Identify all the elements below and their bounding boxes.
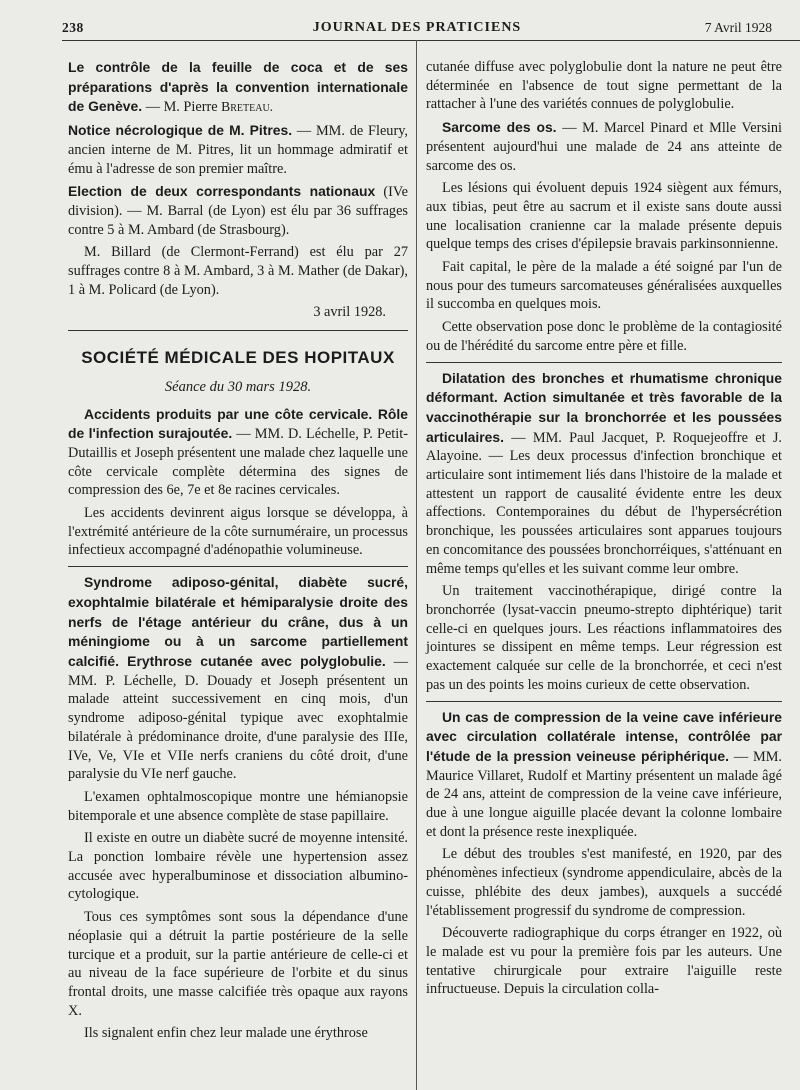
left-column: [68, 58, 408, 1047]
syndrome-paragraph-3: Il existe en outre un diabète sucré de moyenne intensité. La ponction lombaire révèle une hypertension assez accusée avec hyperalbuminose et dissociation albumino-cytologique.: [68, 830, 408, 903]
sarcome-paragraph-4: Cette observation pose donc le problème de la contagiosité ou de l'hérédité du sarcome entre père et fille.: [426, 319, 782, 354]
election-paragraph-2: M. Billard (de Clermont-Ferrand) est élu par 27 suffrages contre 8 à M. Ambard, 3 à M. Mather (de Dakar), 1 à M. Policard (de Lyon).: [68, 244, 408, 298]
sarcome-paragraph-2: Les lésions qui évoluent depuis 1924 siègent aux fémurs, aux tibias, peut être au sacrum et il existe sans doute aussi une localisation cranienne car la malade présente depuis quelque temps des crises d'épilepsie bravais parkinsonnienne.: [426, 180, 782, 253]
header-rule: [62, 40, 800, 41]
accidents-text: — MM. D. Léchelle, P. Petit-Dutaillis et Joseph présentent une malade chez laquelle une côte cervicale complète détermina des signes de compression des 6e, 7e et 8e racines cervicales.: [68, 426, 408, 499]
continued-text: cutanée diffuse avec polyglobulie dont la nature ne peut être déterminée en l'absence de tout signe permettant de la rattacher à l'une des variétés connues de polyglobulie.: [426, 59, 782, 113]
sarcome-text: — M. Marcel Pinard et Mlle Versini présentent aujourd'hui une malade de 24 ans atteinte de sarcome des os.: [426, 120, 782, 174]
coca-item: [68, 58, 408, 117]
syndrome-paragraph-5: Ils signalent enfin chez leur malade une érythrose: [84, 1025, 368, 1042]
dilatation-title: Dilatation des bronches et rhumatisme chronique déformant. Action simultanée et très favorable de la vaccinothérapie sur la bronchorrée et les poussées articulaires.: [426, 369, 782, 445]
block-rule: [426, 701, 782, 702]
accidents-item: [68, 405, 408, 501]
block-rule: [426, 362, 782, 363]
compression-title: Un cas de compression de la veine cave inférieure avec circulation collatérale intense, contrôlée par l'étude de la pression veineuse périphérique.: [426, 708, 782, 764]
compression-paragraph-2: Le début des troubles s'est manifesté, en 1920, par des phénomènes infectieux (syndrome appendiculaire, abcès de la cuisse, phlébite des deux jambes), auxquels a succédé l'établissement progressif du syndrome de compression.: [426, 846, 782, 919]
accidents-paragraph-2: Les accidents devinrent aigus lorsque se développa, à l'extrémité antérieure de la côte surnuméraire, un processus infectieux accompagné d'adénopathie volumineuse.: [68, 505, 408, 559]
syndrome-text: — MM. P. Léchelle, D. Douady et Joseph présentent un malade atteint successivement en cinq mois, d'un syndrome adiposo-génital typique avec exophtalmie bilatérale à prédominance droite, d'une paralysie des IIIe, IVe, Ve, VIe et VIIe nerfs craniens du côté droit, d'une paralysie du VIe nerf gauche.: [68, 653, 408, 783]
seance-date: Séance du 30 mars 1928.: [164, 378, 312, 395]
coca-author: Breteau.: [221, 99, 274, 115]
compression-item: [426, 708, 782, 842]
dilatation-item: [426, 369, 782, 579]
section-title: SOCIÉTÉ MÉDICALE DES HOPITAUX: [81, 348, 395, 368]
election-title: Election de deux correspondants nationaux: [68, 183, 376, 200]
pitres-text: — MM. de Fleury, ancien interne de M. Pitres, lit un hommage admiratif et ému à l'adresse de son premier maître.: [68, 123, 408, 177]
pitres-item: [68, 121, 408, 178]
coca-title: Le contrôle de la feuille de coca et de ses préparations d'après la convention internationale de Genève.: [68, 59, 408, 115]
issue-date: 7 Avril 1928: [704, 20, 772, 35]
dilatation-text: — MM. Paul Jacquet, P. Roquejeoffre et J. Alayoine. — Les deux processus d'infection bronchique et articulaire sont intimement liés dans l'histoire de la malade et attestent un rapport de causalité évidente entre les deux affections. Contemporaines du début de l'hypersécrétion bronchique, les poussées articulaires sont apparues toujours en concomitance des poussées bronchorréiques, s'atténuant en même temps qu'elles et les suivant comme leur ombre.: [426, 429, 782, 577]
journal-title: JOURNAL DES PRATICIENS: [312, 20, 522, 35]
pitres-title: Notice nécrologique de M. Pitres.: [68, 122, 293, 139]
block-rule: [68, 566, 408, 567]
election-date: 3 avril 1928.: [313, 304, 386, 321]
sarcome-title: Sarcome des os.: [442, 119, 557, 136]
coca-text: — M. Pierre: [145, 99, 222, 116]
syndrome-title: Syndrome adiposo-génital, diabète sucré, exophtalmie bilatérale et hémiparalysie droite des nerfs de l'étage antérieur du crâne, dus à un méningiome ou à un sarcome partiellement calcifié. Erythrose cutanée avec polyglobulie.: [68, 574, 408, 669]
compression-paragraph-3: Découverte radiographique du corps étranger en 1922, où le malade est vu pour la première fois par les auteurs. Une tentative chirurgicale pour extraire l'aiguille reste infructueuse. Depuis la circulation colla-: [426, 925, 782, 998]
accidents-title: Accidents produits par une côte cervicale. Rôle de l'infection surajoutée.: [68, 405, 408, 442]
election-text: (IVe division). — M. Barral (de Lyon) est élu par 36 suffrages contre 5 à M. Ambard (de Strasbourg).: [68, 184, 408, 238]
syndrome-item: [68, 573, 408, 784]
election-item: [68, 182, 408, 239]
dilatation-paragraph-2: Un traitement vaccinothérapique, dirigé contre la bronchorrée (lysat-vaccin pneumo-strepto diphtérique) tarit celle-ci en quelques jours. Les réactions inflammatoires des jointures se dissipent en même temps. Leur régression est exactement calquée sur celle de la bronchorrée, et ceci n'est pas un des points les moins curieux de cette observation.: [426, 583, 782, 693]
sarcome-paragraph-3: Fait capital, le père de la malade a été soigné par l'un de nous pour des tumeurs sarcomateuses généralisées auxquelles il succomba en quelques mois.: [426, 259, 782, 313]
syndrome-paragraph-2: L'examen ophtalmoscopique montre une hémianopsie bitemporale et une absence complète de stase papillaire.: [68, 788, 408, 824]
sarcome-item: [426, 118, 782, 175]
compression-text: — MM. Maurice Villaret, Rudolf et Martiny présentent un malade âgé de 24 ans, atteint de compression de la veine cave inférieure, due à une longue aiguille placée devant la colonne lombaire et dont la présence reste inexpliquée.: [426, 748, 782, 840]
section-rule: [68, 330, 408, 331]
column-divider: [416, 40, 417, 1090]
page-number: 238: [62, 20, 84, 35]
right-column: [426, 58, 782, 1003]
syndrome-paragraph-4: Tous ces symptômes sont sous la dépendance d'une néoplasie qui a détruit la partie postérieure de la selle turcique et a produit, sur la partie antérieure de celle-ci et au niveau de la face supérieure de l'orbite et du sinus frontal droits, une masse calcifiée très opaque aux rayons X.: [68, 909, 408, 1019]
